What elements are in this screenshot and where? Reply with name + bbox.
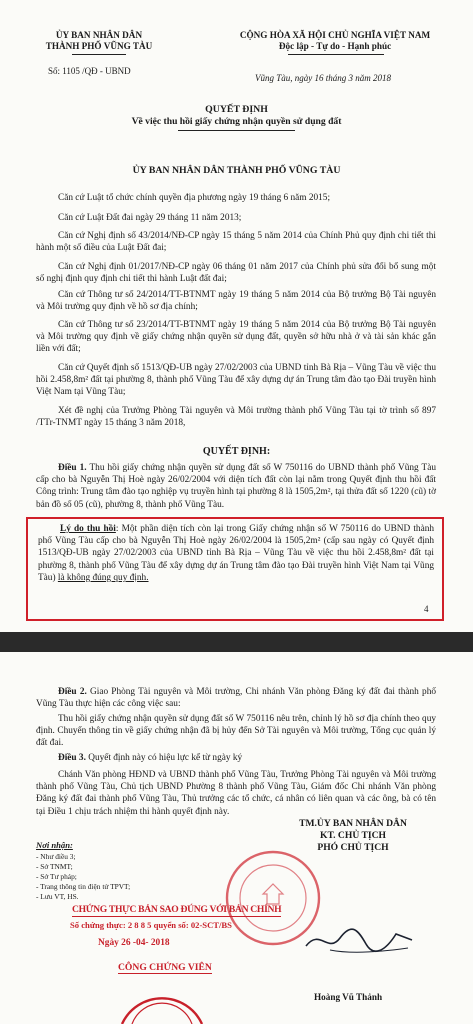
page-number: 4 (424, 604, 429, 614)
reason-text: : Một phần diện tích còn lại trong Giấy chứng nhận số W 750116 do UBND thành phố Vũng Tàu cấp cho bà Nguyễn Thị Hoè ngày 26/02/2004 là 1505,2m² (cấp sau ngày có Quyết định 1513/QĐ-UB ngày 27/02/2003 của UBND tỉnh Bà Rịa – Vũng Tàu về việc thu hồi 2.458,8m² đất tại phường 8, thành phố Vũng Tàu để xây dựng dự án Trung tâm đào tạo Đài truyền hình Việt Nam tại Vũng Tàu) (38, 524, 434, 583)
article-3-text: Quyết định này có hiệu lực kể từ ngày ký (85, 753, 243, 763)
nation-motto: Độc lập - Tự do - Hạnh phúc (278, 41, 392, 51)
recipient-item: - Như điều 3; (36, 852, 76, 861)
issuing-authority: ỦY BAN NHÂN DÂN THÀNH PHỐ VŨNG TÀU (132, 165, 341, 176)
basis-3: Căn cứ Nghị định số 43/2014/NĐ-CP ngày 15 tháng 5 năm 2014 của Chính Phủ quy định chi tiết thi hành một số điều của Luật Đất đai; (36, 231, 436, 254)
basis-7: Căn cứ Quyết định số 1513/QĐ-UB ngày 27/02/2003 của UBND tỉnh Bà Rịa – Vũng Tàu về việc thu hồi 2.458,8m² đất tại phường 8, thành phố Vũng Tàu để xây dựng dự án Trung tâm đào tạo Đài truyền hình Việt Nam tại Vũng Tàu; (36, 363, 436, 398)
proposal: Xét đề nghị của Trưởng Phòng Tài nguyên và Môi trường thành phố Vũng Tàu tại tờ trình số 897 /TTr-TNMT ngày 15 tháng 3 năm 2018, (36, 406, 436, 429)
document-subtitle: Về việc thu hồi giấy chứng nhận quyền sử dụng đất (131, 116, 342, 127)
article-3-detail: Chánh Văn phòng HĐND và UBND thành phố Vũng Tàu, Trưởng Phòng Tài nguyên và Môi trường thành phố Vũng Tàu, Chủ tịch UBND Phường 8 thành phố Vũng Tàu, Giám đốc Chi nhánh Văn phòng Đăng ký đất đai thành phố Vũng Tàu, Thủ trưởng các tổ chức, cá nhân có liên quan và các ông, bà có tên tại Điều 1 chịu trách nhiệm thi hành quyết định này. (36, 770, 436, 817)
article-2 (36, 686, 436, 710)
document-title: QUYẾT ĐỊNH (205, 104, 268, 115)
header-rule-right (288, 54, 384, 55)
reason-label: Lý do thu hồi (60, 524, 116, 534)
article-2-detail: Thu hồi giấy chứng nhận quyền sử dụng đất số W 750116 nêu trên, chỉnh lý hồ sơ địa chính theo quy định. Chuyển thông tin về giấy chứng nhận đã bị hủy đến Sở Tài nguyên và Môi trường, Tổng cục quản lý đất đai. (36, 714, 436, 749)
signer-name: Hoàng Vũ Thảnh (314, 992, 383, 1002)
header-rule-left (72, 54, 126, 55)
recipient-item: - Trang thông tin điện tử TPVT; (36, 882, 131, 891)
article-2-text: Giao Phòng Tài nguyên và Môi trường, Chi nhánh Văn phòng Đăng ký đất đai thành phố Vũng Tàu thực hiện các công việc sau: (36, 687, 436, 710)
decision-heading: QUYẾT ĐỊNH: (202, 446, 271, 457)
certification-date: Ngày 26 -04- 2018 (98, 938, 170, 948)
recipient-item: - Sở Tư pháp; (36, 872, 77, 881)
basis-4: Căn cứ Nghị định 01/2017/NĐ-CP ngày 06 tháng 01 năm 2017 của Chính phủ sửa đổi bổ sung một số nghị định quy định chi tiết thi hành Luật đất đai; (36, 262, 436, 285)
recipient-item: - Lưu VT, HS. (36, 892, 79, 901)
article-1-text: Thu hồi giấy chứng nhận quyền sử dụng đất số W 750116 do UBND thành phố Vũng Tàu cấp cho bà Nguyễn Thị Hoè ngày 26/02/2004 với diện tích đất còn lại nằm trong Quyết định thu hồi đất Công trình: Trung tâm đào tạo nghiệp vụ truyền hình tại phường 8 là 1505,2m², tại thửa đất số 1220 (cũ) tờ bản đồ số 05 (cũ), phường 8, thành phố Vũng Tàu. (36, 463, 436, 510)
nation-title: CỘNG HÒA XÃ HỘI CHỦ NGHĨA VIỆT NAM (239, 30, 431, 40)
subtitle-rule (178, 130, 295, 131)
signer-line-2: KT. CHỦ TỊCH (319, 830, 386, 841)
article-1-label: Điều 1. (58, 463, 87, 473)
revocation-reason (38, 523, 434, 584)
notary-title: CÔNG CHỨNG VIÊN (118, 962, 212, 973)
document-number: Số: 1105 /QĐ - UBND (48, 66, 131, 76)
article-3-label: Điều 3. (58, 753, 86, 763)
issuer-line-2: THÀNH PHỐ VŨNG TÀU (45, 41, 153, 51)
signer-line-3: PHÓ CHỦ TỊCH (317, 842, 389, 853)
recipients-list (36, 852, 130, 902)
signer-line-1: TM.ỦY BAN NHÂN DÂN (299, 818, 407, 829)
signature-icon (300, 920, 420, 960)
decision-page-2 (0, 652, 473, 1024)
basis-5: Căn cứ Thông tư số 24/2014/TT-BTNMT ngày 19 tháng 5 năm 2014 của Bộ trưởng Bộ Tài nguyên và Môi trường quy định về hồ sơ địa chính; (36, 290, 436, 313)
issuer-line-1: ỦY BAN NHÂN DÂN (55, 30, 143, 40)
reason-emphasis: là không đúng quy định. (57, 572, 149, 583)
basis-6: Căn cứ Thông tư số 23/2014/TT-BTNMT ngày 19 tháng 5 năm 2014 của Bộ trưởng Bộ Tài nguyên và Môi trường quy định về giấy chứng nhận quyền sử dụng đất, quyền sở hữu nhà ở và tài sản khác gắn liền với đất; (36, 320, 436, 355)
basis-1: Căn cứ Luật tổ chức chính quyền địa phương ngày 19 tháng 6 năm 2015; (58, 193, 331, 203)
certification-stamp: CHỨNG THỰC BẢN SAO ĐÚNG VỚI BẢN CHÍNH (72, 904, 282, 915)
article-2-label: Điều 2. (58, 687, 87, 697)
basis-2: Căn cứ Luật Đất đai ngày 29 tháng 11 năm 2013; (58, 213, 242, 223)
notary-seal-icon (118, 974, 206, 1024)
recipient-item: - Sở TNMT; (36, 862, 73, 871)
article-3 (36, 752, 436, 764)
certification-number: Số chứng thực: 2 8 8 5 quyển số: 02-SCT/BS (70, 920, 232, 930)
issue-date: Vũng Tàu, ngày 16 tháng 3 năm 2018 (255, 73, 391, 83)
article-1 (36, 462, 436, 511)
recipients-title: Nơi nhận: (36, 840, 73, 850)
